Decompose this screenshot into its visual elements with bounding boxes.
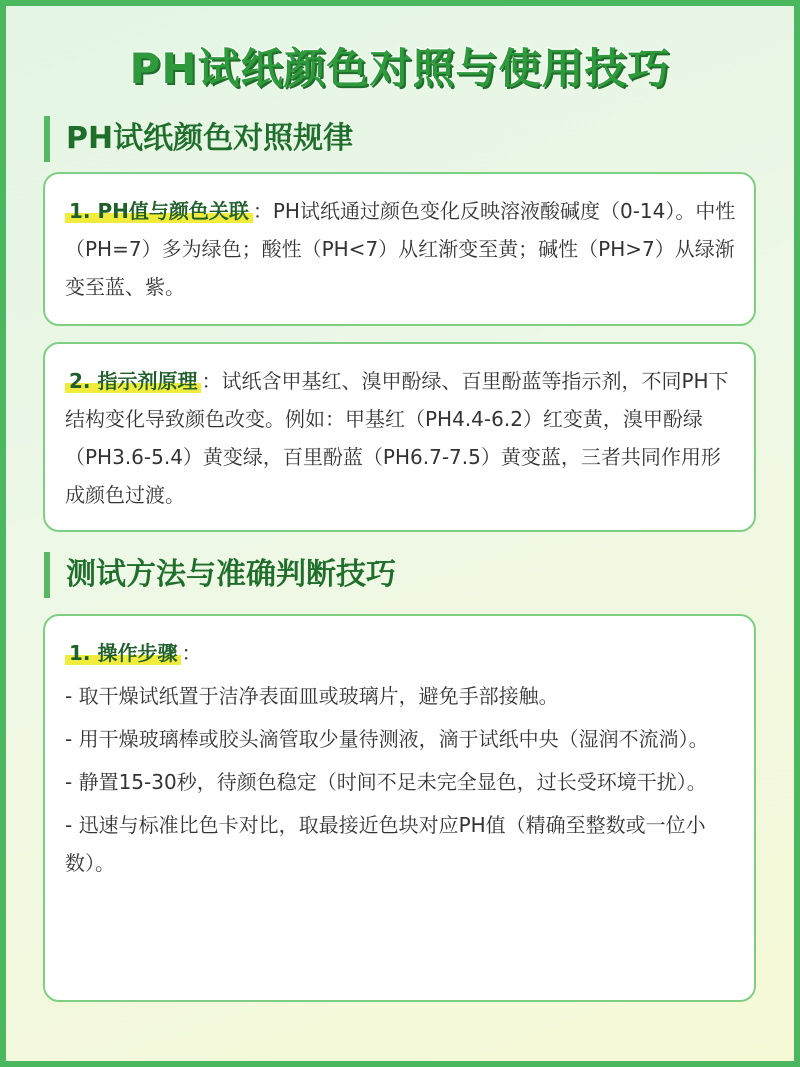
card-text: PH试纸通过颜色变化反映溶液酸碱度（0-14）。中性（PH=7）多为绿色；酸性（PH<7）从红渐变至黄；碱性（PH>7）从绿渐变至蓝、紫。: [65, 199, 736, 299]
card-ph-color-relation: [43, 172, 756, 326]
section-heading-color-rules: PH试纸颜色对照规律: [44, 116, 353, 162]
step-item: - 取干燥试纸置于洁净表面皿或玻璃片，避免手部接触。: [65, 684, 559, 708]
card-label: 2. 指示剂原理: [65, 369, 201, 393]
card-operation-steps: [43, 614, 756, 1002]
step-item: - 迅速与标准比色卡对比，取最接近色块对应PH值（精确至整数或一位小数）。: [65, 813, 706, 875]
page: [6, 6, 794, 1061]
card-separator: ：: [252, 199, 273, 223]
card-text: 试纸含甲基红、溴甲酚绿、百里酚蓝等指示剂，不同PH下结构变化导致颜色改变。例如：甲基红（PH4.4-6.2）红变黄，溴甲酚绿（PH3.6-5.4）黄变绿，百里酚蓝（PH6.7-7.5）黄变蓝，三者共同作用形成颜色过渡。: [65, 369, 729, 507]
card-indicator-principle: [43, 342, 756, 532]
card-label: 1. PH值与颜色关联: [65, 199, 253, 223]
step-item: - 静置15-30秒，待颜色稳定（时间不足未完全显色，过长受环境干扰）。: [65, 770, 707, 794]
step-item: - 用干燥玻璃棒或胶头滴管取少量待测液，滴于试纸中央（湿润不流淌）。: [65, 727, 709, 751]
card-label: 1. 操作步骤: [65, 641, 181, 665]
page-title: PH试纸颜色对照与使用技巧: [129, 44, 671, 93]
card-title-line: [65, 634, 736, 672]
card-separator: ：: [181, 641, 202, 665]
section-heading-test-methods: 测试方法与准确判断技巧: [44, 552, 396, 598]
card-separator: ：: [201, 369, 222, 393]
